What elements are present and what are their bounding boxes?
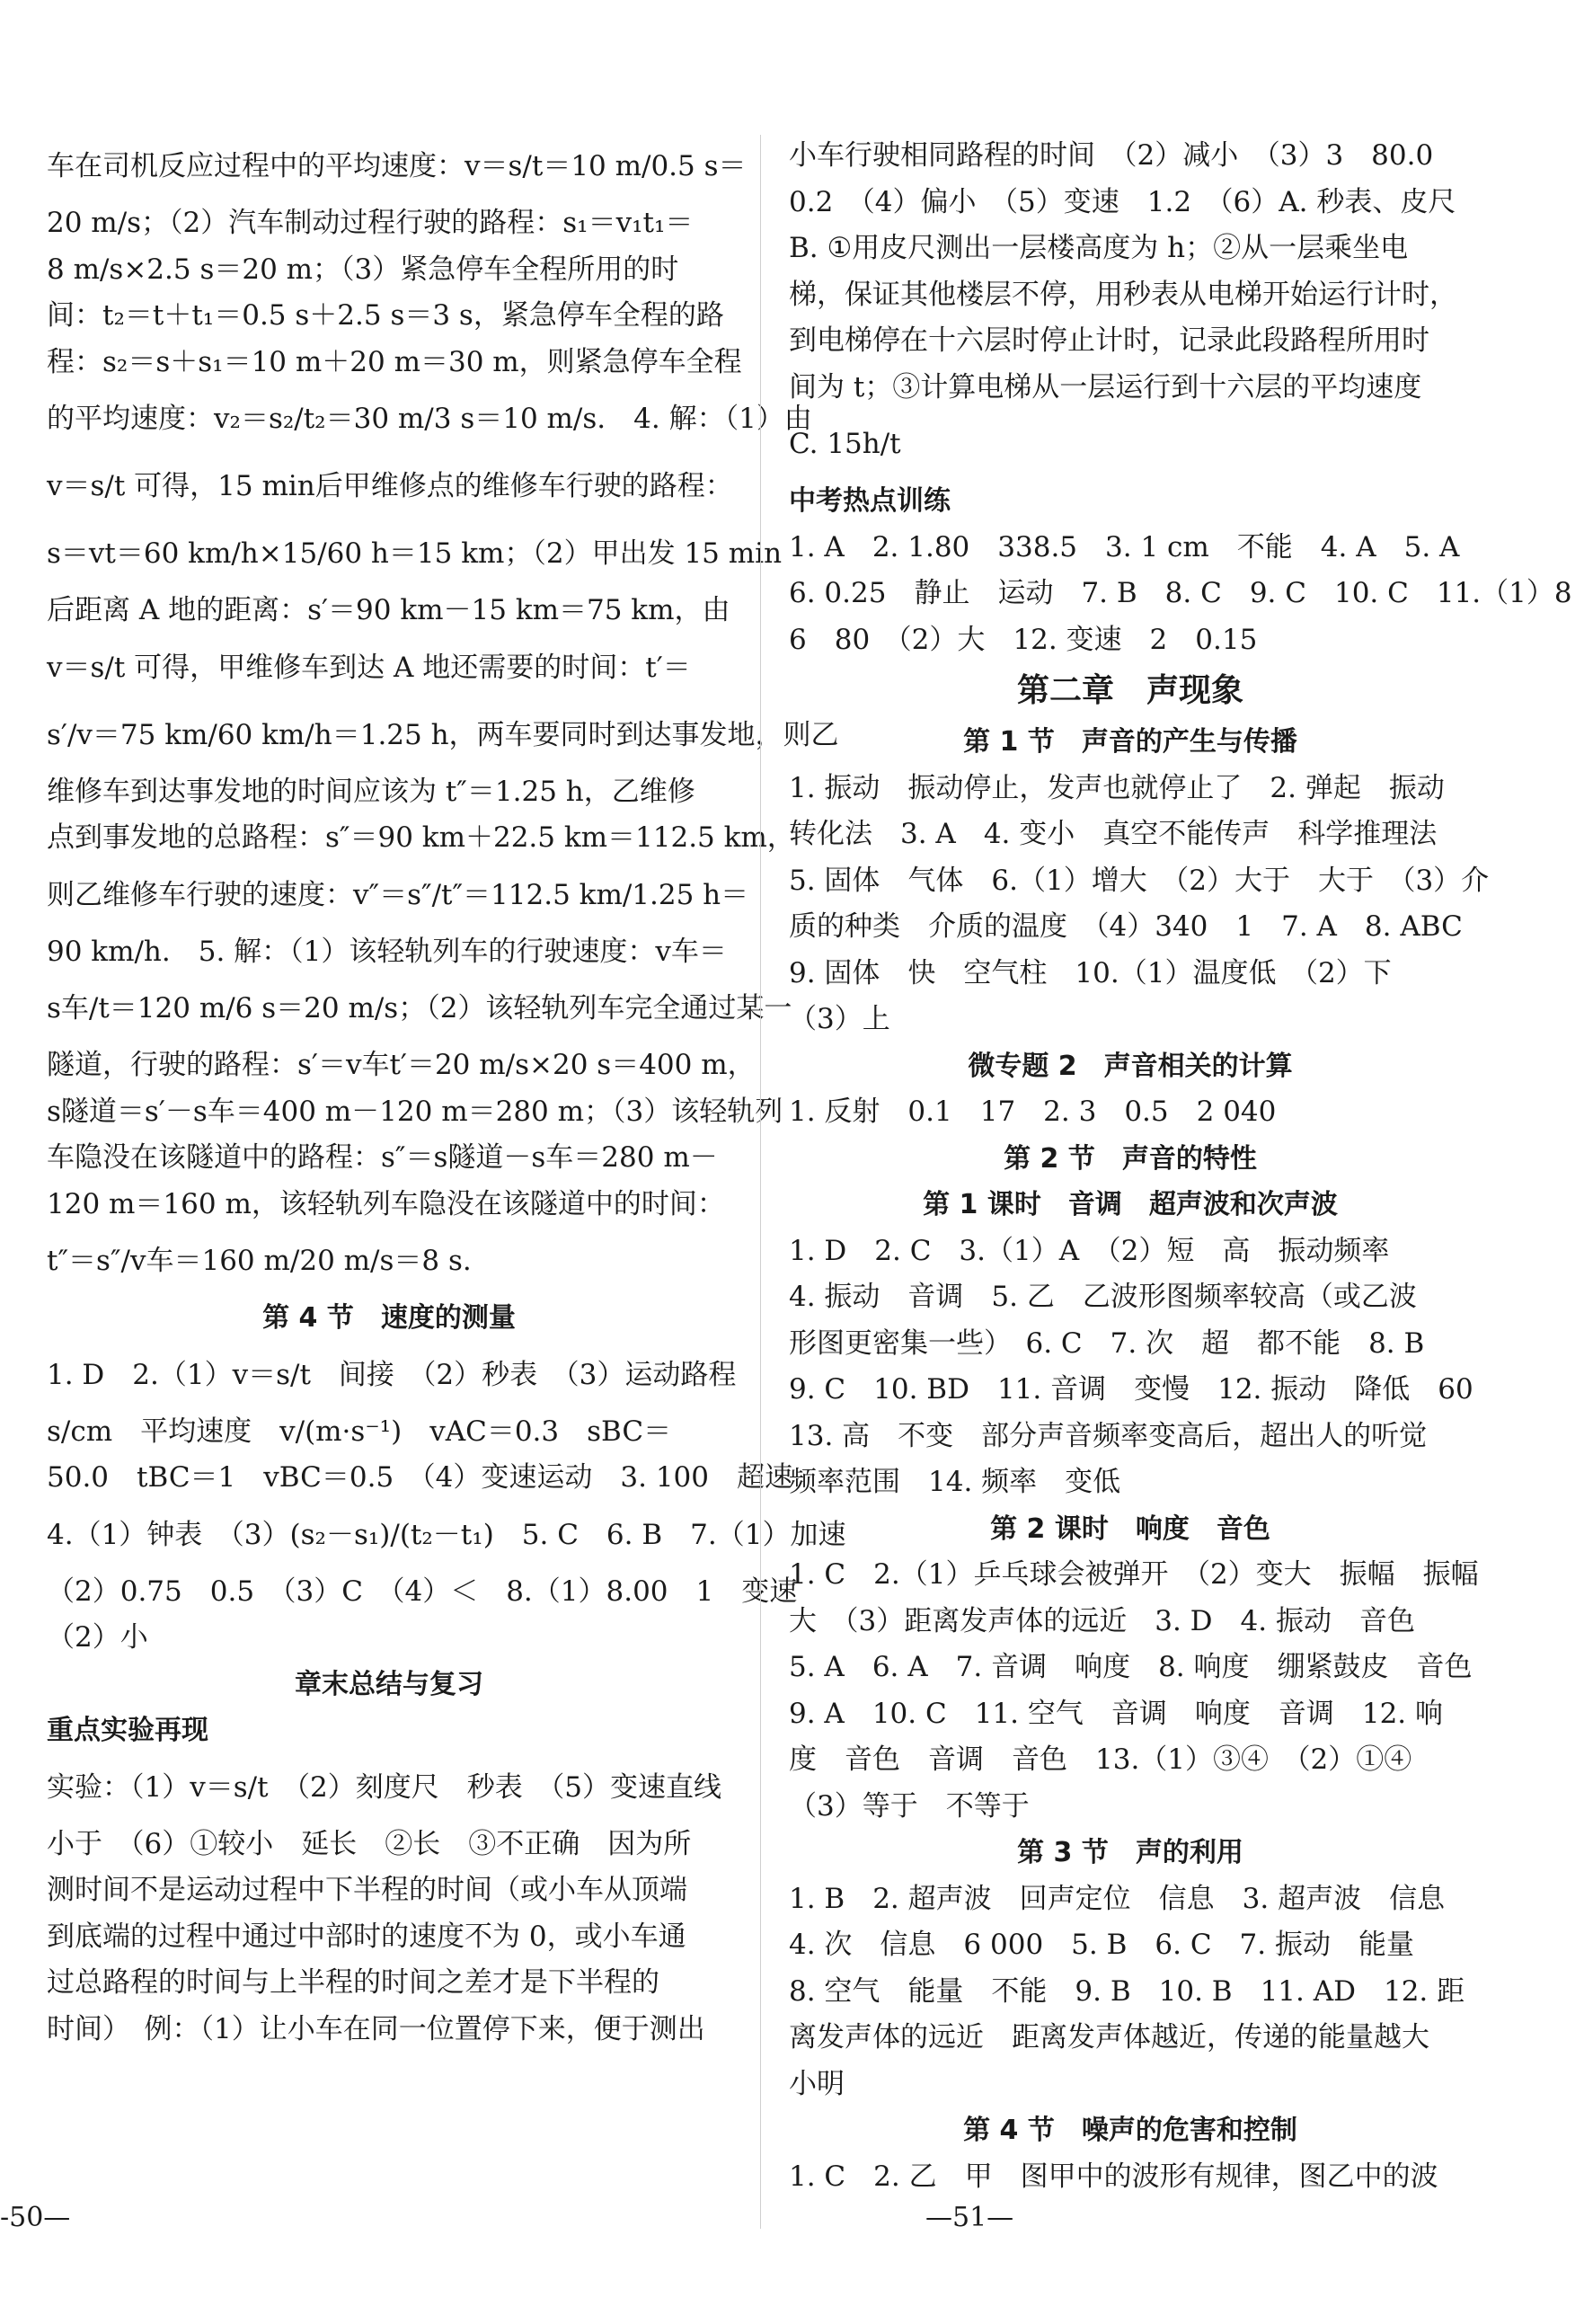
- answer-line: 1. C 2.（1）乒乓球会被弹开 （2）变大 振幅 振幅: [789, 1558, 1479, 1591]
- answer-line: s＝vt＝60 km/h×15/60 h＝15 km；（2）甲出发 15 min: [47, 537, 783, 570]
- answer-line: 120 m＝160 m，该轻轨列车隐没在该隧道中的时间：: [47, 1187, 725, 1220]
- section-heading: 章末总结与复习: [295, 1668, 483, 1700]
- answer-line: 1. 反射 0.1 17 2. 3 0.5 2 040: [789, 1095, 1277, 1128]
- answer-line: 1. B 2. 超声波 回声定位 信息 3. 超声波 信息: [789, 1882, 1446, 1915]
- answer-line: 车在司机反应过程中的平均速度：v＝s/t＝10 m/0.5 s＝: [47, 150, 747, 182]
- subsection-heading: 重点实验再现: [47, 1715, 208, 1746]
- answer-line: 车隐没在该隧道中的路程：s″＝s隧道－s车＝280 m－: [47, 1141, 718, 1174]
- answer-line: 9. C 10. BD 11. 音调 变慢 12. 振动 降低 60: [789, 1373, 1473, 1406]
- answer-line: 20 m/s；（2）汽车制动过程行驶的路程：s₁＝v₁t₁＝: [47, 207, 694, 239]
- answer-line: 4.（1）钟表 （3）(s₂－s₁)/(t₂－t₁) 5. C 6. B 7.（1）加速: [47, 1518, 846, 1551]
- answer-line: 9. 固体 快 空气柱 10.（1）温度低 （2）下: [789, 956, 1392, 989]
- section-heading: 微专题 2 声音相关的计算: [968, 1050, 1293, 1082]
- answer-line: 1. D 2.（1）v＝s/t 间接 （2）秒表 （3）运动路程: [47, 1358, 737, 1391]
- answer-line: 6. 0.25 静止 运动 7. B 8. C 9. C 10. C 11.（1）8: [789, 577, 1572, 609]
- answer-line: 到电梯停在十六层时停止计时，记录此段路程所用时: [789, 324, 1429, 357]
- answer-line: 程：s₂＝s＋s₁＝10 m＋20 m＝30 m，则紧急停车全程: [47, 345, 742, 378]
- section-heading: 第 1 课时 音调 超声波和次声波: [923, 1189, 1338, 1220]
- answer-line: 小明: [789, 2067, 845, 2100]
- answer-line: 梯，保证其他楼层不停，用秒表从电梯开始运行计时，: [789, 278, 1457, 311]
- answer-line: （3）上: [789, 1003, 890, 1035]
- answer-line: 时间） 例：（1）让小车在同一位置停下来，便于测出: [47, 2012, 705, 2045]
- answer-line: 实验：（1）v＝s/t （2）刻度尺 秒表 （5）变速直线: [47, 1770, 721, 1804]
- answer-line: s/cm 平均速度 v/(m·s⁻¹) vAC＝0.3 sBC＝: [47, 1415, 672, 1448]
- answer-line: t″＝s″/v车＝160 m/20 m/s＝8 s.: [47, 1245, 472, 1277]
- answer-line: 1. A 2. 1.80 338.5 3. 1 cm 不能 4. A 5. A: [789, 530, 1460, 563]
- page-number-right: —51—: [925, 2202, 1014, 2233]
- answer-line: 度 音色 音调 音色 13.（1）③④ （2）①④: [789, 1743, 1412, 1776]
- answer-line: 的平均速度：v₂＝s₂/t₂＝30 m/3 s＝10 m/s. 4. 解：（1）由: [47, 403, 812, 435]
- section-heading: 第 3 节 声的利用: [1017, 1837, 1243, 1868]
- section-heading: 第 4 节 速度的测量: [262, 1302, 516, 1334]
- answer-line: 维修车到达事发地的时间应该为 t″＝1.25 h，乙维修: [47, 775, 695, 808]
- answer-line: 转化法 3. A 4. 变小 真空不能传声 科学推理法: [789, 818, 1438, 850]
- answer-line: 5. A 6. A 7. 音调 响度 8. 响度 绷紧鼓皮 音色: [789, 1651, 1473, 1683]
- answer-line: 8. 空气 能量 不能 9. B 10. B 11. AD 12. 距: [789, 1974, 1465, 2008]
- answer-line: 13. 高 不变 部分声音频率变高后，超出人的听觉: [789, 1419, 1428, 1452]
- chapter-heading: 第二章 声现象: [1016, 672, 1243, 709]
- answer-line: v＝s/t 可得，15 min后甲维修点的维修车行驶的路程：: [47, 470, 733, 502]
- answer-line: 离发声体的远近 距离发声体越近，传递的能量越大: [789, 2021, 1429, 2053]
- answer-line: 则乙维修车行驶的速度：v″＝s″/t″＝112.5 km/1.25 h＝: [47, 878, 749, 911]
- answer-line: C. 15h/t: [789, 428, 901, 460]
- answer-line: v＝s/t 可得，甲维修车到达 A 地还需要的时间：t′＝: [47, 651, 691, 684]
- section-heading: 第 2 课时 响度 音色: [990, 1512, 1270, 1545]
- right-column: [789, 133, 1572, 2200]
- section-heading: 第 2 节 声音的特性: [1004, 1142, 1257, 1175]
- answer-line: 小车行驶相同路程的时间 （2）减小 （3）3 80.0: [789, 139, 1434, 172]
- answer-line: 0.2 （4）偏小 （5）变速 1.2 （6）A. 秒表、皮尺: [789, 185, 1456, 218]
- section-heading: 第 4 节 噪声的危害和控制: [963, 2115, 1297, 2146]
- answer-line: 90 km/h. 5. 解：（1）该轻轨列车的行驶速度：v车＝: [47, 935, 727, 968]
- answer-line: s′/v＝75 km/60 km/h＝1.25 h，两车要同时到达事发地，则乙: [47, 718, 839, 751]
- answer-line: 6 80 （2）大 12. 变速 2 0.15: [789, 623, 1258, 656]
- answer-line: 间为 t；③计算电梯从一层运行到十六层的平均速度: [789, 370, 1422, 404]
- subsection-heading: 中考热点训练: [789, 485, 951, 517]
- answer-line: 8 m/s×2.5 s＝20 m；（3）紧急停车全程所用的时: [47, 253, 679, 286]
- answer-line: 测时间不是运动过程中下半程的时间（或小车从顶端: [47, 1874, 687, 1906]
- answer-line: 过总路程的时间与上半程的时间之差才是下半程的: [47, 1966, 659, 1999]
- answer-line: 1. 振动 振动停止，发声也就停止了 2. 弹起 振动: [789, 771, 1445, 804]
- answer-line: 4. 振动 音调 5. 乙 乙波形图频率较高（或乙波: [789, 1281, 1417, 1313]
- page-number-left: -50—: [0, 2202, 71, 2233]
- answer-line: 5. 固体 气体 6.（1）增大 （2）大于 大于 （3）介: [789, 864, 1490, 897]
- answer-line: 50.0 tBC＝1 vBC＝0.5 （4）变速运动 3. 100 超速: [47, 1461, 792, 1494]
- answer-line: s隧道＝s′－s车＝400 m－120 m＝280 m；（3）该轻轨列: [47, 1095, 783, 1128]
- answer-line: （2）0.75 0.5 （3）C （4）＜ 8.（1）8.00 1 变速: [47, 1574, 798, 1608]
- answer-line: 后距离 A 地的距离：s′＝90 km－15 km＝75 km，由: [47, 594, 730, 626]
- answer-line: 小于 （6）①较小 延长 ②长 ③不正确 因为所: [47, 1827, 692, 1860]
- answer-line: 形图更密集一些） 6. C 7. 次 超 都不能 8. B: [789, 1326, 1425, 1360]
- answer-line: 1. C 2. 乙 甲 图甲中的波形有规律，图乙中的波: [789, 2160, 1438, 2193]
- answer-line: 质的种类 介质的温度 （4）340 1 7. A 8. ABC: [789, 910, 1463, 943]
- answer-line: 间：t₂＝t＋t₁＝0.5 s＋2.5 s＝3 s，紧急停车全程的路: [47, 299, 724, 332]
- answer-line: 4. 次 信息 6 000 5. B 6. C 7. 振动 能量: [789, 1929, 1414, 1961]
- answer-line: 9. A 10. C 11. 空气 音调 响度 音调 12. 响: [789, 1697, 1443, 1730]
- answer-line: 1. D 2. C 3.（1）A （2）短 高 振动频率: [789, 1234, 1390, 1267]
- answer-line: 大 （3）距离发声体的远近 3. D 4. 振动 音色: [789, 1604, 1415, 1637]
- column-divider: [760, 135, 761, 2229]
- answer-line: 频率范围 14. 频率 变低: [789, 1466, 1121, 1498]
- answer-line: （3）等于 不等于: [789, 1789, 1030, 1823]
- answer-line: 隧道，行驶的路程：s′＝v车t′＝20 m/s×20 s＝400 m，: [47, 1049, 756, 1081]
- answer-line: B. ①用皮尺测出一层楼高度为 h；②从一层乘坐电: [789, 232, 1409, 264]
- answer-line: 到底端的过程中通过中部时的速度不为 0，或小车通: [47, 1920, 686, 1953]
- answer-line: s车/t＝120 m/6 s＝20 m/s；（2）该轻轨列车完全通过某一: [47, 992, 792, 1025]
- answer-line: 点到事发地的总路程：s″＝90 km＋22.5 km＝112.5 km，: [47, 821, 795, 854]
- answer-line: （2）小: [47, 1621, 148, 1654]
- section-heading: 第 1 节 声音的产生与传播: [963, 726, 1297, 758]
